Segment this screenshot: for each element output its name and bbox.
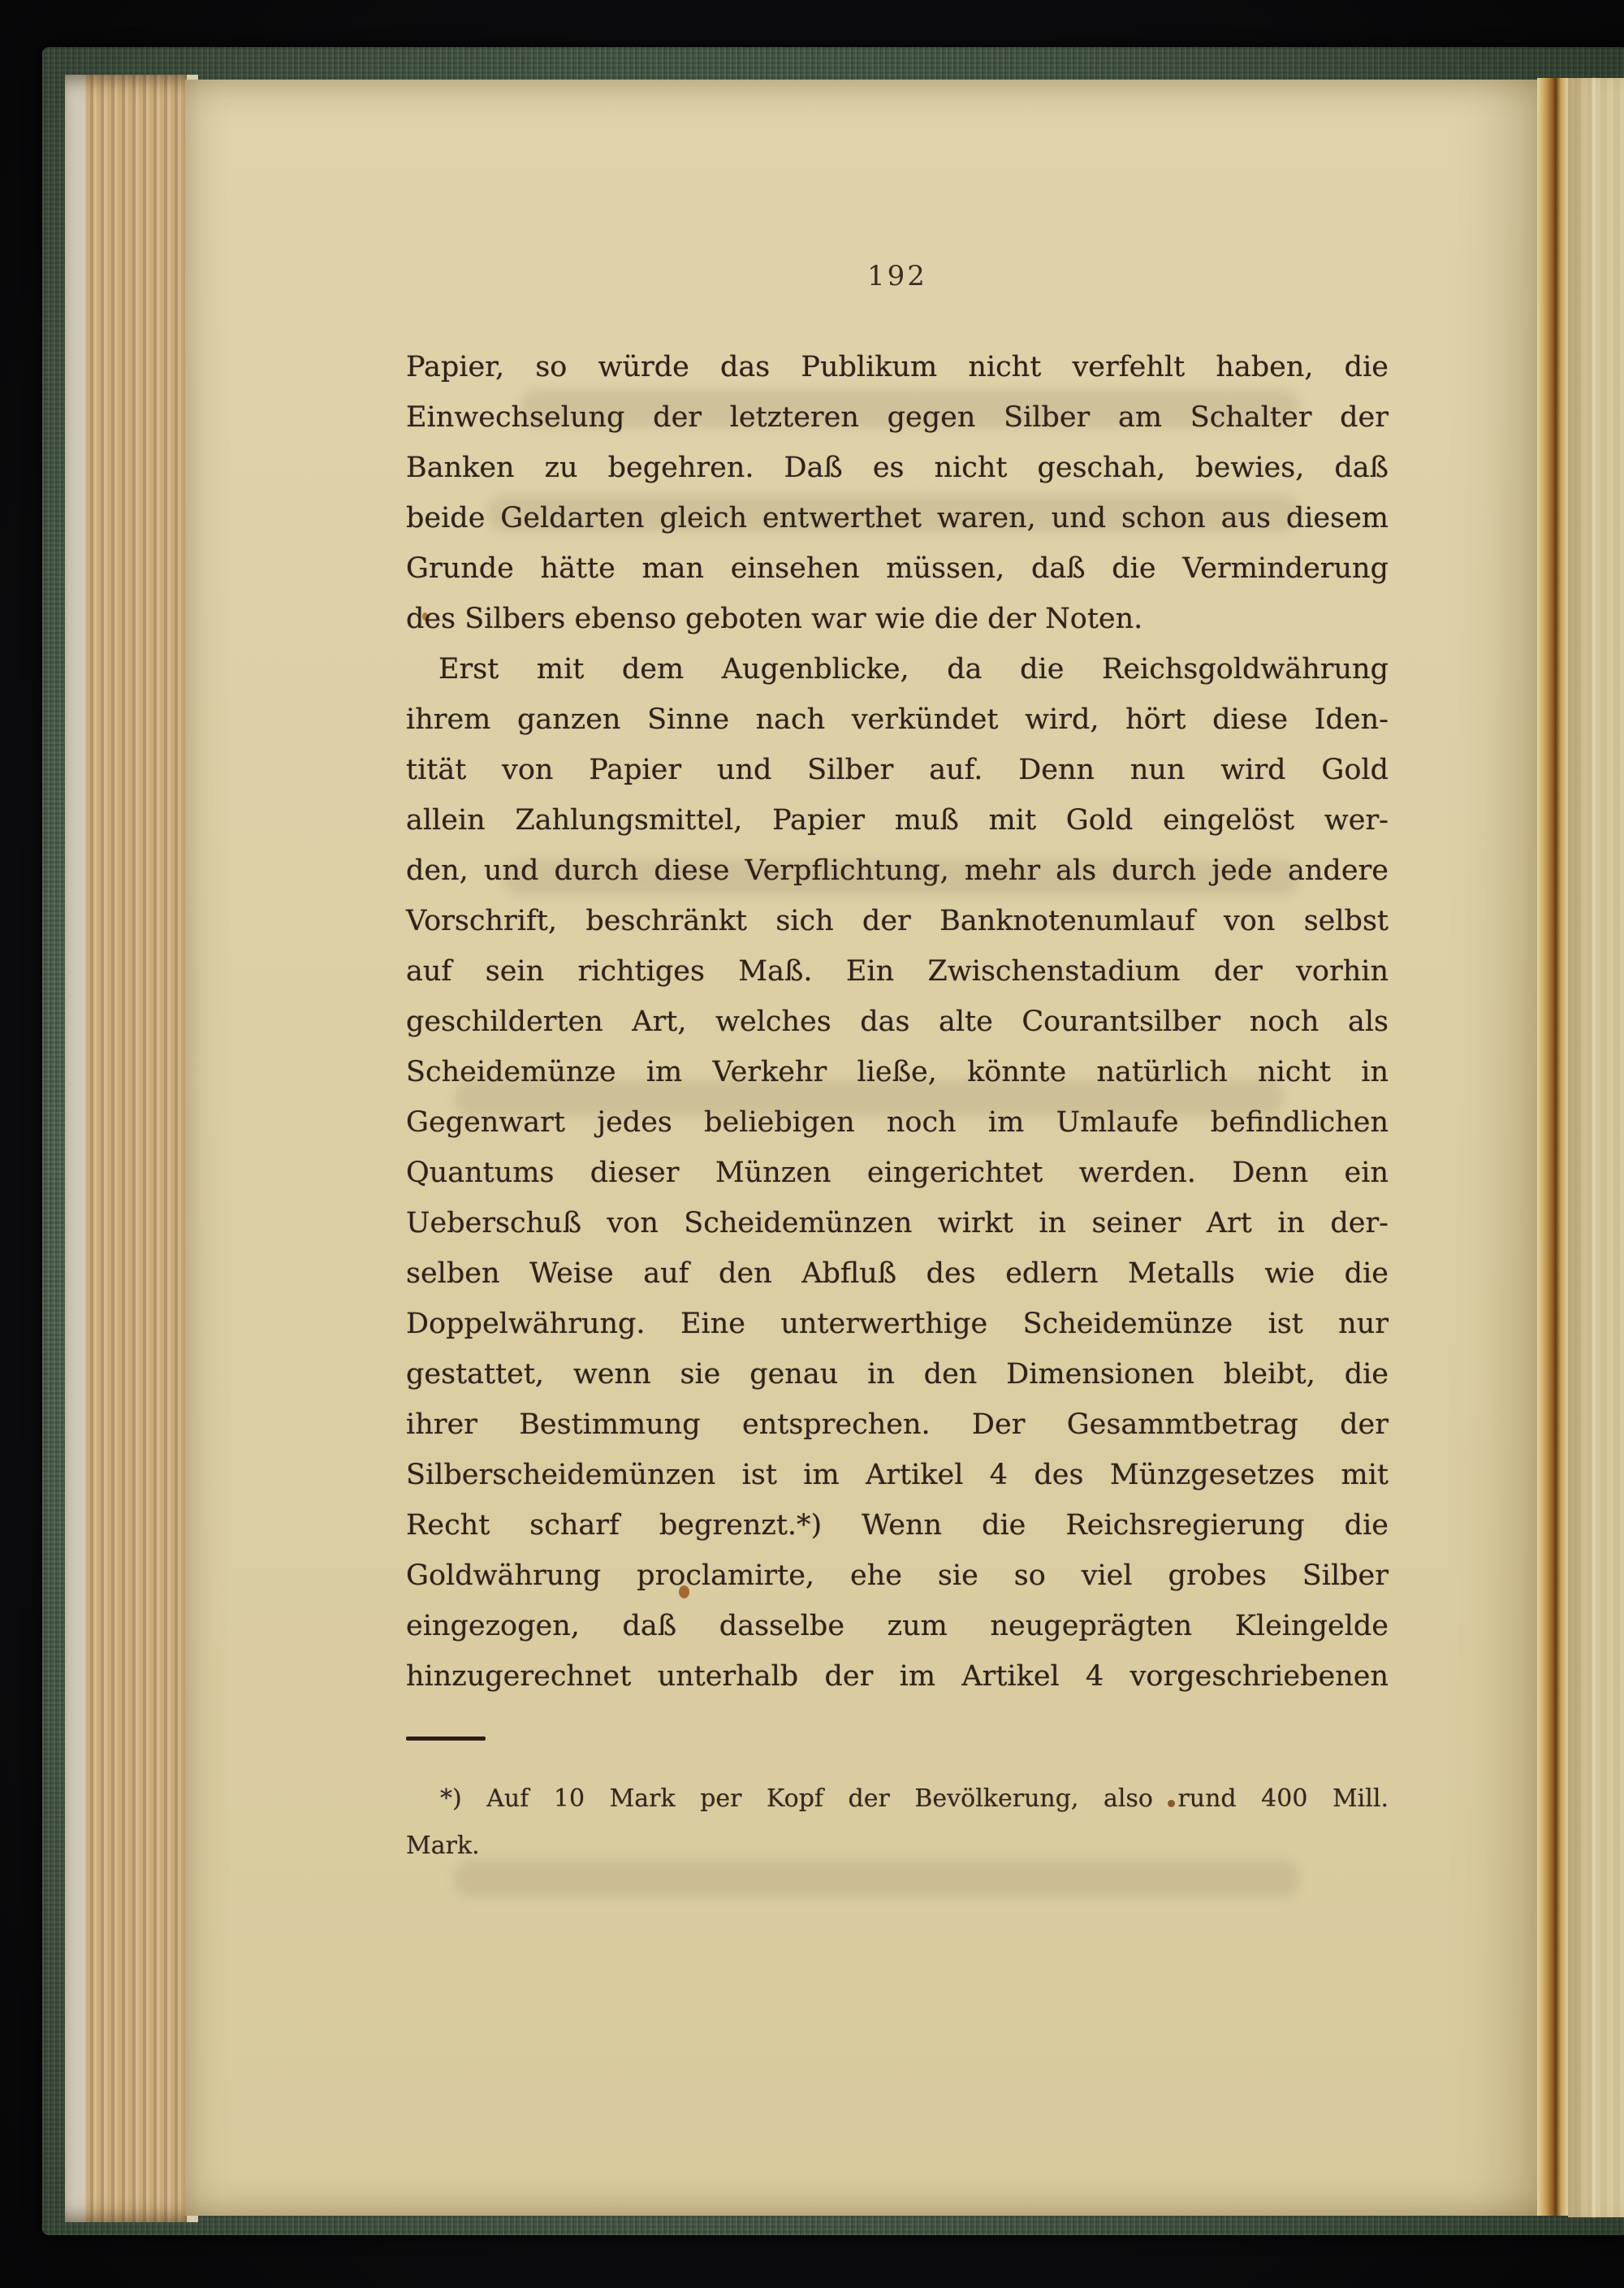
text-line: geschilderten Art, welches das alte Courantsilber noch als bbox=[406, 1006, 1389, 1038]
footnote-line: Mark. bbox=[406, 1832, 480, 1860]
text-line: den, und durch diese Verpflichtung, mehr als durch jede andere bbox=[406, 854, 1389, 887]
text-line: Vorschrift, beschränkt sich der Banknotenumlauf von selbst bbox=[406, 905, 1389, 937]
text-line: Quantums dieser Münzen eingerichtet werden. Denn ein bbox=[406, 1157, 1389, 1189]
text-line: auf sein richtiges Maß. Ein Zwischenstadium der vorhin bbox=[406, 955, 1389, 988]
text-line: Silberscheidemünzen ist im Artikel 4 des Münzgesetzes mit bbox=[406, 1459, 1389, 1491]
page-crease bbox=[1592, 78, 1595, 2217]
text-line: Scheidemünze im Verkehr ließe, könnte natürlich nicht in bbox=[406, 1056, 1389, 1088]
text-line: Recht scharf begrenzt.*) Wenn die Reichsregierung die bbox=[406, 1509, 1389, 1542]
text-line: Grunde hätte man einsehen müssen, daß die Verminderung bbox=[406, 552, 1389, 585]
gutter-fold bbox=[1537, 78, 1568, 2216]
text-line: gestattet, wenn sie genau in den Dimensionen bleibt, die bbox=[406, 1358, 1389, 1391]
text-line: Banken zu begehren. Daß es nicht geschah, bewies, daß bbox=[406, 452, 1389, 484]
text-line: Papier, so würde das Publikum nicht verfehlt haben, die bbox=[406, 351, 1389, 383]
page-edges-stack bbox=[65, 75, 198, 2222]
text-line: Ueberschuß von Scheidemünzen wirkt in seiner Art in der- bbox=[406, 1207, 1389, 1239]
text-line: Doppelwährung. Eine unterwerthige Scheidemünze ist nur bbox=[406, 1308, 1389, 1340]
text-line: ihrer Bestimmung entsprechen. Der Gesammtbetrag der bbox=[406, 1408, 1389, 1441]
text-line: eingezogen, daß dasselbe zum neugeprägten Kleingelde bbox=[406, 1610, 1389, 1642]
facing-page-edge bbox=[1568, 78, 1624, 2217]
page-number: 192 bbox=[867, 260, 927, 292]
text-line: beide Geldarten gleich entwerthet waren, und schon aus diesem bbox=[406, 502, 1389, 534]
text-line: selben Weise auf den Abfluß des edlern Metalls wie die bbox=[406, 1257, 1389, 1290]
body-text bbox=[406, 342, 1389, 1702]
footnote-line: *) Auf 10 Mark per Kopf der Bevölkerung, also rund 400 Mill. bbox=[440, 1784, 1389, 1813]
text-line: Gegenwart jedes beliebigen noch im Umlaufe befindlichen bbox=[406, 1106, 1389, 1139]
text-line: tität von Papier und Silber auf. Denn nun wird Gold bbox=[406, 754, 1389, 786]
text-line: des Silbers ebenso geboten war wie die der Noten. bbox=[406, 603, 1143, 635]
text-line: hinzugerechnet unterhalb der im Artikel 4 vorgeschriebenen bbox=[406, 1660, 1389, 1693]
footnote bbox=[406, 1775, 1389, 1870]
text-line: ihrem ganzen Sinne nach verkündet wird, hört diese Iden- bbox=[406, 703, 1389, 736]
footnote-separator-rule bbox=[406, 1737, 486, 1741]
text-line: Goldwährung proclamirte, ehe sie so viel grobes Silber bbox=[406, 1559, 1389, 1592]
text-line: Einwechselung der letzteren gegen Silber am Schalter der bbox=[406, 401, 1389, 434]
text-line: Erst mit dem Augenblicke, da die Reichsgoldwährung bbox=[438, 653, 1389, 686]
text-line: allein Zahlungsmittel, Papier muß mit Gold eingelöst wer- bbox=[406, 804, 1389, 837]
